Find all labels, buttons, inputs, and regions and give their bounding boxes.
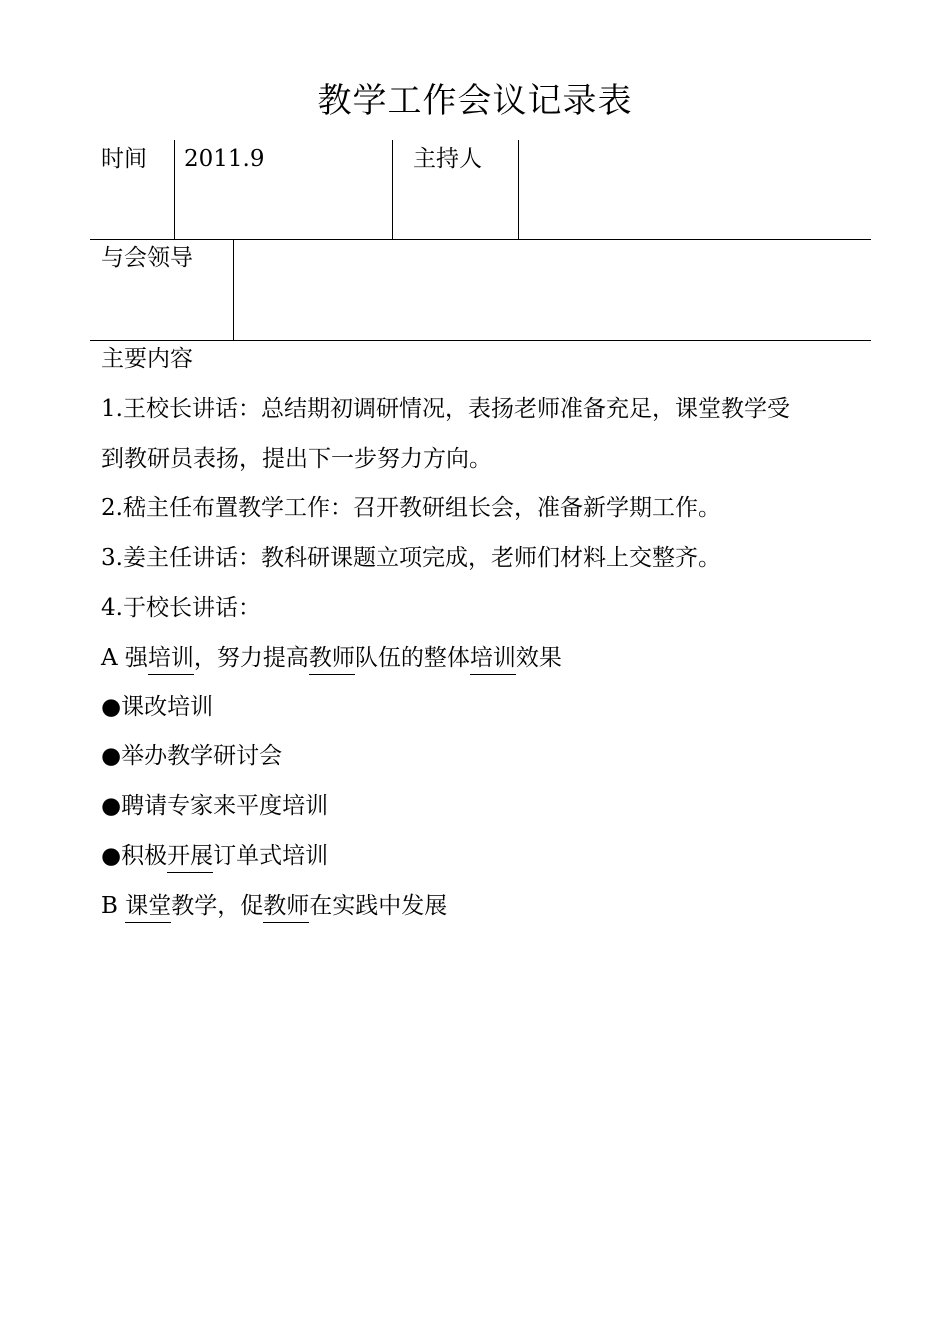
bullet-item: ●聘请专家来平度培训 [101,793,329,819]
bullet-item: ●课改培训 [101,694,214,720]
bullet-text: 订单式培训 [213,843,329,869]
section-a-underlined: 培训 [470,645,516,675]
section-a-underlined: 教师 [309,645,355,675]
content-item-4: 4.于校长讲话： [101,595,261,621]
bullet-text: ●积极 [101,843,168,869]
content-item-3: 3.姜主任讲话：教科研课题立项完成，老师们材料上交整齐。 [101,545,721,571]
content-item-1-line-1: 1.王校长讲话：总结期初调研情况，表扬老师准备充足，课堂教学受 [101,396,790,422]
table-divider [233,239,234,340]
table-divider [518,140,519,239]
content-item-1-line-2: 到教研员表扬，提出下一步努力方向。 [101,446,492,472]
table-divider [174,140,175,239]
section-a-text: 效果 [515,645,562,671]
section-a [101,643,562,673]
section-b-underlined: 教师 [263,893,309,923]
section-a-text: ，努力提高 [193,645,309,671]
section-b-text: 在实践中发展 [309,893,448,919]
bullet-item: ●举办教学研讨会 [101,743,283,769]
section-a-text: A 强 [101,645,148,671]
content-heading: 主要内容 [101,346,193,372]
time-label: 时间 [101,146,147,172]
time-value: 2011.9 [184,146,265,172]
section-b-text: B [101,893,126,919]
bullet-item [101,841,328,871]
table-divider [90,340,871,341]
section-a-text: 队伍的整体 [354,645,470,671]
table-divider [90,239,871,240]
section-b-text: 教学，促 [171,893,264,919]
content-item-2: 2.嵇主任布置教学工作：召开教研组长会，准备新学期工作。 [101,495,721,521]
page-title: 教学工作会议记录表 [317,81,633,121]
leaders-label: 与会领导 [101,245,193,271]
table-divider [392,140,393,239]
section-b-underlined: 课堂 [125,893,171,923]
section-b [101,891,447,921]
bullet-underlined: 开展 [167,843,213,873]
host-label: 主持人 [413,146,482,172]
section-a-underlined: 培训 [148,645,194,675]
